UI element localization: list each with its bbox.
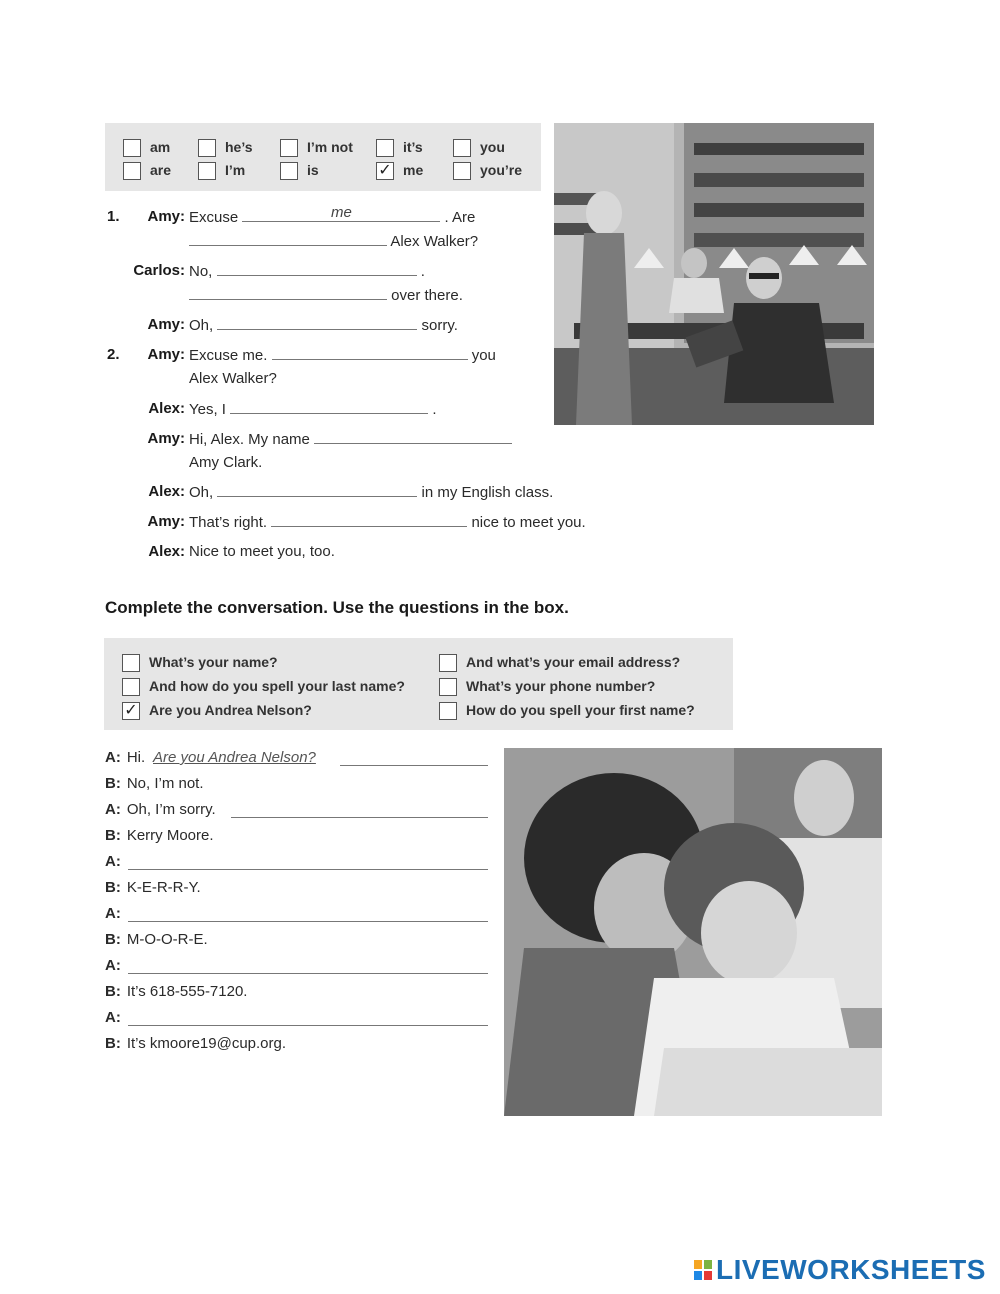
logo-text: LIVEWORKSHEETS bbox=[716, 1254, 986, 1285]
answer-blank[interactable] bbox=[231, 817, 488, 818]
word-option-is[interactable]: is bbox=[280, 162, 319, 180]
question-option[interactable]: ✓ Are you Andrea Nelson? bbox=[122, 702, 312, 720]
checkbox[interactable] bbox=[122, 678, 140, 696]
checkbox[interactable] bbox=[453, 139, 471, 157]
word-option-are[interactable]: are bbox=[123, 162, 171, 180]
dialogue-line: That’s right. nice to meet you. bbox=[189, 514, 586, 531]
dialogue-line: Oh, in my English class. bbox=[189, 484, 554, 501]
dialogue-line: B: Kerry Moore. bbox=[105, 827, 214, 844]
answer-blank[interactable] bbox=[271, 513, 467, 527]
checkbox[interactable] bbox=[280, 139, 298, 157]
dialogue-line: B: It’s 618-555-7120. bbox=[105, 983, 248, 1000]
dialogue-line: No, . bbox=[189, 263, 425, 280]
dialogue-line: Excuse me . Are bbox=[189, 204, 476, 226]
checkbox[interactable] bbox=[123, 139, 141, 157]
dialogue-line: Hi, Alex. My name bbox=[189, 430, 512, 448]
dialogue-line: A: bbox=[105, 957, 121, 974]
checkbox[interactable] bbox=[198, 162, 216, 180]
speaker-label: Carlos: bbox=[133, 262, 185, 279]
speaker-label: Amy: bbox=[147, 208, 185, 225]
speaker-label: Alex: bbox=[148, 543, 185, 560]
dialogue-line: Nice to meet you, too. bbox=[189, 543, 335, 560]
students-photo bbox=[504, 748, 882, 1116]
answer-blank[interactable] bbox=[314, 430, 512, 444]
exercise-instruction: Complete the conversation. Use the questions in the box. bbox=[105, 598, 569, 617]
checkbox[interactable] bbox=[376, 139, 394, 157]
checkbox-checked[interactable]: ✓ bbox=[122, 702, 140, 720]
word-option-am[interactable]: am bbox=[123, 139, 170, 157]
dialogue-line: B: No, I’m not. bbox=[105, 775, 204, 792]
answer-blank[interactable] bbox=[189, 232, 387, 246]
speaker-label: Alex: bbox=[148, 483, 185, 500]
answer-blank[interactable] bbox=[128, 973, 488, 974]
dialogue-line: B: K-E-R-R-Y. bbox=[105, 879, 201, 896]
answer-blank[interactable] bbox=[217, 483, 417, 497]
speaker-label: Amy: bbox=[147, 316, 185, 333]
dialogue-line: Alex Walker? bbox=[189, 370, 277, 387]
checkbox[interactable] bbox=[439, 654, 457, 672]
answer-blank[interactable] bbox=[340, 765, 488, 766]
answer-blank[interactable] bbox=[230, 400, 428, 414]
word-option-im-not[interactable]: I’m not bbox=[280, 139, 353, 157]
speaker-label: Amy: bbox=[147, 513, 185, 530]
checkbox[interactable] bbox=[439, 702, 457, 720]
dialogue-line: A: bbox=[105, 1009, 121, 1026]
dialogue-line: Amy Clark. bbox=[189, 454, 263, 471]
word-box bbox=[105, 123, 541, 191]
word-option-im[interactable]: I’m bbox=[198, 162, 245, 180]
speaker-label: Amy: bbox=[147, 346, 185, 363]
item-number: 1. bbox=[107, 208, 120, 225]
dialogue-line: over there. bbox=[189, 286, 463, 304]
word-option-me[interactable]: ✓ me bbox=[376, 162, 423, 180]
answer-fill: Are you Andrea Nelson? bbox=[153, 749, 316, 766]
word-option-hes[interactable]: he’s bbox=[198, 139, 253, 157]
answer-blank[interactable] bbox=[272, 346, 468, 360]
answer-blank[interactable] bbox=[189, 286, 387, 300]
answer-blank[interactable] bbox=[128, 921, 488, 922]
dialogue-line: B: M-O-O-R-E. bbox=[105, 931, 208, 948]
dialogue-line: Excuse me. you bbox=[189, 347, 496, 364]
answer-blank[interactable] bbox=[217, 262, 417, 276]
word-option-youre[interactable]: you’re bbox=[453, 162, 522, 180]
liveworksheets-logo bbox=[693, 1255, 986, 1285]
dialogue-line: A: Hi. bbox=[105, 749, 146, 766]
question-option[interactable]: And how do you spell your last name? bbox=[122, 678, 405, 696]
library-illustration bbox=[554, 123, 874, 425]
word-option-its[interactable]: it’s bbox=[376, 139, 423, 157]
question-option[interactable]: What’s your phone number? bbox=[439, 678, 655, 696]
word-option-you[interactable]: you bbox=[453, 139, 505, 157]
answer-fill: me bbox=[330, 204, 352, 221]
dialogue-line: Oh, sorry. bbox=[189, 317, 458, 334]
checkbox[interactable] bbox=[122, 654, 140, 672]
question-option[interactable]: What’s your name? bbox=[122, 654, 278, 672]
checkbox[interactable] bbox=[198, 139, 216, 157]
dialogue-line: Yes, I . bbox=[189, 401, 437, 418]
liveworksheets-logo-icon bbox=[693, 1259, 713, 1281]
dialogue-line: A: bbox=[105, 853, 121, 870]
dialogue-line: Alex Walker? bbox=[189, 232, 478, 250]
library-photo bbox=[554, 123, 874, 425]
item-number: 2. bbox=[107, 346, 120, 363]
dialogue-line: A: bbox=[105, 905, 121, 922]
question-option[interactable]: And what’s your email address? bbox=[439, 654, 680, 672]
dialogue-line: A: Oh, I’m sorry. bbox=[105, 801, 216, 818]
checkbox[interactable] bbox=[439, 678, 457, 696]
checkbox[interactable] bbox=[453, 162, 471, 180]
speaker-label: Amy: bbox=[147, 430, 185, 447]
speaker-label: Alex: bbox=[148, 400, 185, 417]
checkbox[interactable] bbox=[123, 162, 141, 180]
answer-blank[interactable] bbox=[128, 869, 488, 870]
checkbox[interactable] bbox=[280, 162, 298, 180]
answer-blank[interactable] bbox=[217, 316, 417, 330]
students-illustration bbox=[504, 748, 882, 1116]
answer-blank[interactable] bbox=[128, 1025, 488, 1026]
question-box bbox=[104, 638, 733, 730]
dialogue-line: B: It’s kmoore19@cup.org. bbox=[105, 1035, 287, 1052]
question-option[interactable]: How do you spell your first name? bbox=[439, 702, 695, 720]
checkbox-checked[interactable]: ✓ bbox=[376, 162, 394, 180]
